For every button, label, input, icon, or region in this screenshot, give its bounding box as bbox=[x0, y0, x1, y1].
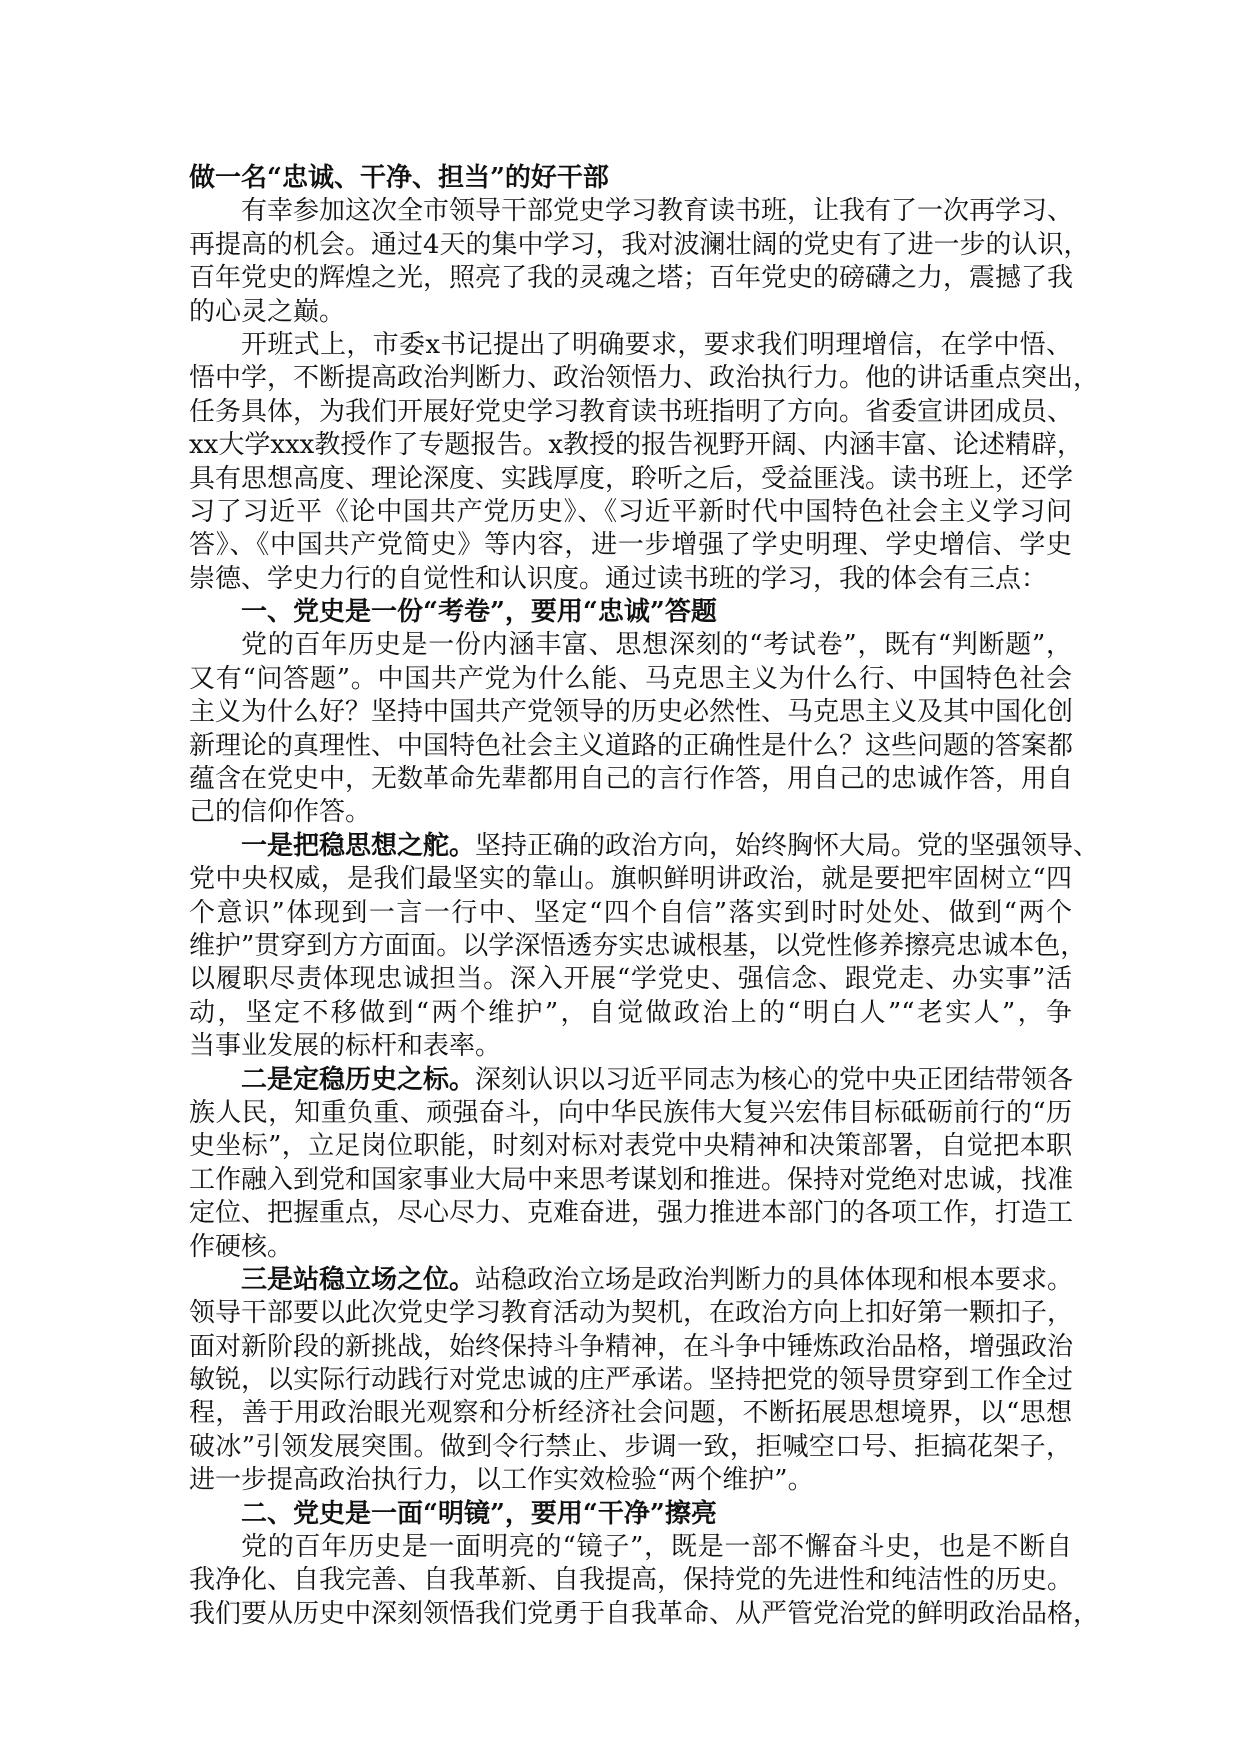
paragraph-lead: 一是把稳思想之舵。 bbox=[241, 830, 476, 861]
line-text: 面对新阶段的新挑战，始终保持斗争精神，在斗争中锤炼政治品格，增强政治 bbox=[189, 1331, 1074, 1362]
text-line bbox=[189, 563, 1072, 596]
line-text: 史坐标”，立足岗位职能，时刻对标对表党中央精神和决策部署，自觉把本职 bbox=[189, 1131, 1072, 1162]
line-text: 悟中学，不断提高政治判断力、政治领悟力、政治执行力。他的讲话重点突出， bbox=[189, 363, 1100, 394]
text-line bbox=[189, 763, 1072, 796]
line-text: 深刻认识以习近平同志为核心的党中央正团结带领各 bbox=[475, 1064, 1074, 1095]
paragraph bbox=[189, 1531, 1100, 1631]
text-line bbox=[189, 1030, 1072, 1063]
line-text: 具有思想高度、理论深度、实践厚度，聆听之后，受益匪浅。读书班上，还学 bbox=[189, 463, 1074, 494]
text-line bbox=[189, 529, 1072, 562]
text-line bbox=[189, 596, 1072, 629]
line-text: 坚持正确的政治方向，始终胸怀大局。党的坚强领导、 bbox=[475, 830, 1100, 861]
text-line bbox=[189, 1498, 1072, 1531]
line-text: 再提高的机会。通过4天的集中学习，我对波澜壮阔的党史有了进一步的认识， bbox=[189, 229, 1090, 260]
line-text: 作硬核。 bbox=[189, 1231, 294, 1262]
line-text: 任务具体，为我们开展好党史学习教育读书班指明了方向。省委宣讲团成员、 bbox=[189, 396, 1074, 427]
text-line bbox=[189, 1598, 1100, 1631]
text-line bbox=[189, 1564, 1072, 1597]
paragraph bbox=[189, 830, 1100, 1064]
text-line bbox=[189, 1331, 1072, 1364]
text-line bbox=[189, 262, 1072, 295]
line-text: 程，善于用政治眼光观察和分析经济社会问题，不断拓展思想境界，以“思想 bbox=[189, 1398, 1072, 1429]
line-text: 当事业发展的标杆和表率。 bbox=[189, 1031, 502, 1062]
line-text: 开班式上，市委x书记提出了明确要求，要求我们明理增信，在学中悟、 bbox=[241, 329, 1072, 360]
text-line bbox=[189, 897, 1072, 930]
line-text: 我们要从历史中深刻领悟我们党勇于自我革命、从严管党治党的鲜明政治品格， bbox=[189, 1598, 1100, 1629]
text-line bbox=[189, 1097, 1072, 1130]
line-text: 工作融入到党和国家事业大局中来思考谋划和推进。保持对党绝对忠诚，找准 bbox=[189, 1164, 1074, 1195]
text-line bbox=[189, 463, 1072, 496]
text-line bbox=[189, 1197, 1072, 1230]
text-line bbox=[189, 429, 1083, 462]
paragraph bbox=[189, 1064, 1072, 1264]
line-text: 新理论的真理性、中国特色社会主义道路的正确性是什么？这些问题的答案都 bbox=[189, 730, 1074, 761]
line-text: 党的百年历史是一面明亮的“镜子”，既是一部不懈奋斗史，也是不断自 bbox=[241, 1532, 1072, 1563]
paragraphs bbox=[189, 195, 1100, 1631]
text-line bbox=[189, 296, 1072, 329]
line-text: 破冰”引领发展突围。做到令行禁止、步调一致，拒喊空口号、拒搞花架子， bbox=[189, 1431, 1072, 1462]
line-text: 一、党史是一份“考卷”，要用“忠诚”答题 bbox=[241, 597, 717, 628]
text-line bbox=[189, 195, 1072, 228]
line-text: 定位、把握重点，尽心尽力、克难奋进，强力推进本部门的各项工作，打造工 bbox=[189, 1198, 1074, 1229]
line-text: 崇德、学史力行的自觉性和认识度。通过读书班的学习，我的体会有三点： bbox=[189, 563, 1048, 594]
document-body bbox=[189, 162, 1100, 1631]
section-heading bbox=[189, 596, 1072, 629]
text-line bbox=[189, 1397, 1072, 1430]
paragraph-lead: 三是站稳立场之位。 bbox=[241, 1264, 476, 1295]
line-text: 以履职尽责体现忠诚担当。深入开展“学党史、强信念、跟党走、办实事”活 bbox=[189, 964, 1072, 995]
text-line bbox=[189, 1231, 1072, 1264]
line-text: 动，坚定不移做到“两个维护”，自觉做政治上的“明白人”“老实人”，争 bbox=[189, 997, 1072, 1028]
text-line bbox=[189, 1431, 1072, 1464]
text-line bbox=[189, 362, 1100, 395]
line-text: 站稳政治立场是政治判断力的具体体现和根本要求。 bbox=[475, 1264, 1074, 1295]
line-text: 进一步提高政治执行力，以工作实效检验“两个维护”。 bbox=[189, 1465, 814, 1496]
text-line bbox=[189, 997, 1072, 1030]
text-line bbox=[189, 1464, 1072, 1497]
text-line bbox=[189, 629, 1072, 662]
text-line bbox=[189, 329, 1072, 362]
text-line bbox=[189, 796, 1072, 829]
line-text: 敏锐，以实际行动践行对党忠诚的庄严承诺。坚持把党的领导贯穿到工作全过 bbox=[189, 1365, 1074, 1396]
text-line bbox=[189, 496, 1072, 529]
paragraph-lead: 二是定稳历史之标。 bbox=[241, 1064, 476, 1095]
line-text: 的心灵之巅。 bbox=[189, 296, 346, 327]
text-line bbox=[189, 696, 1072, 729]
paragraph bbox=[189, 329, 1100, 596]
paragraph bbox=[189, 1264, 1072, 1498]
line-text: 二、党史是一面“明镜”，要用“干净”擦亮 bbox=[241, 1498, 717, 1529]
text-line bbox=[189, 396, 1072, 429]
line-text: 蕴含在党史中，无数革命先辈都用自己的言行作答，用自己的忠诚作答，用自 bbox=[189, 764, 1074, 795]
line-text: 族人民，知重负重、顽强奋斗，向中华民族伟大复兴宏伟目标砥砺前行的“历 bbox=[189, 1097, 1072, 1128]
line-text: 领导干部要以此次党史学习教育活动为契机，在政治方向上扣好第一颗扣子， bbox=[189, 1298, 1074, 1329]
text-line bbox=[189, 1531, 1072, 1564]
line-text: 习了习近平《论中国共产党历史》、《习近平新时代中国特色社会主义学习问 bbox=[189, 496, 1072, 527]
text-line bbox=[189, 1164, 1072, 1197]
text-line bbox=[189, 1297, 1072, 1330]
line-text: 党中央权威，是我们最坚实的靠山。旗帜鲜明讲政治，就是要把牢固树立“四 bbox=[189, 864, 1072, 895]
text-line bbox=[189, 930, 1087, 963]
text-line bbox=[189, 730, 1072, 763]
line-text: 百年党史的辉煌之光，照亮了我的灵魂之塔；百年党史的磅礴之力，震撼了我 bbox=[189, 263, 1074, 294]
line-text: 我净化、自我完善、自我革新、自我提高，保持党的先进性和纯洁性的历史。 bbox=[189, 1565, 1074, 1596]
text-line bbox=[189, 1130, 1072, 1163]
line-text: 党的百年历史是一份内涵丰富、思想深刻的“考试卷”，既有“判断题”， bbox=[241, 630, 1072, 661]
text-line bbox=[189, 229, 1090, 262]
paragraph bbox=[189, 195, 1090, 329]
line-text: 维护”贯穿到方方面面。以学深悟透夯实忠诚根基，以党性修养擦亮忠诚本色， bbox=[189, 930, 1087, 961]
text-line bbox=[189, 1064, 1072, 1097]
section-heading bbox=[189, 1498, 1072, 1531]
text-line bbox=[189, 963, 1072, 996]
document-title: 做一名“忠诚、干净、担当”的好干部 bbox=[189, 163, 609, 193]
text-line bbox=[189, 1364, 1072, 1397]
line-text: 有幸参加这次全市领导干部党史学习教育读书班，让我有了一次再学习、 bbox=[241, 196, 1074, 227]
line-text: 个意识”体现到一言一行中、坚定“四个自信”落实到时时处处、做到“两个 bbox=[189, 897, 1072, 928]
text-line bbox=[189, 663, 1072, 696]
line-text: 己的信仰作答。 bbox=[189, 797, 372, 828]
text-line bbox=[189, 863, 1072, 896]
text-line bbox=[189, 830, 1100, 863]
line-text: xx大学xxx教授作了专题报告。x教授的报告视野开阔、内涵丰富、论述精辟， bbox=[189, 430, 1083, 461]
line-text: 又有“问答题”。中国共产党为什么能、马克思主义为什么行、中国特色社会 bbox=[189, 663, 1072, 694]
paragraph bbox=[189, 629, 1072, 829]
text-line bbox=[189, 1264, 1072, 1297]
line-text: 答》、《中国共产党简史》等内容，进一步增强了学史明理、学史增信、学史 bbox=[189, 530, 1072, 561]
line-text: 主义为什么好？坚持中国共产党领导的历史必然性、马克思主义及其中国化创 bbox=[189, 697, 1074, 728]
